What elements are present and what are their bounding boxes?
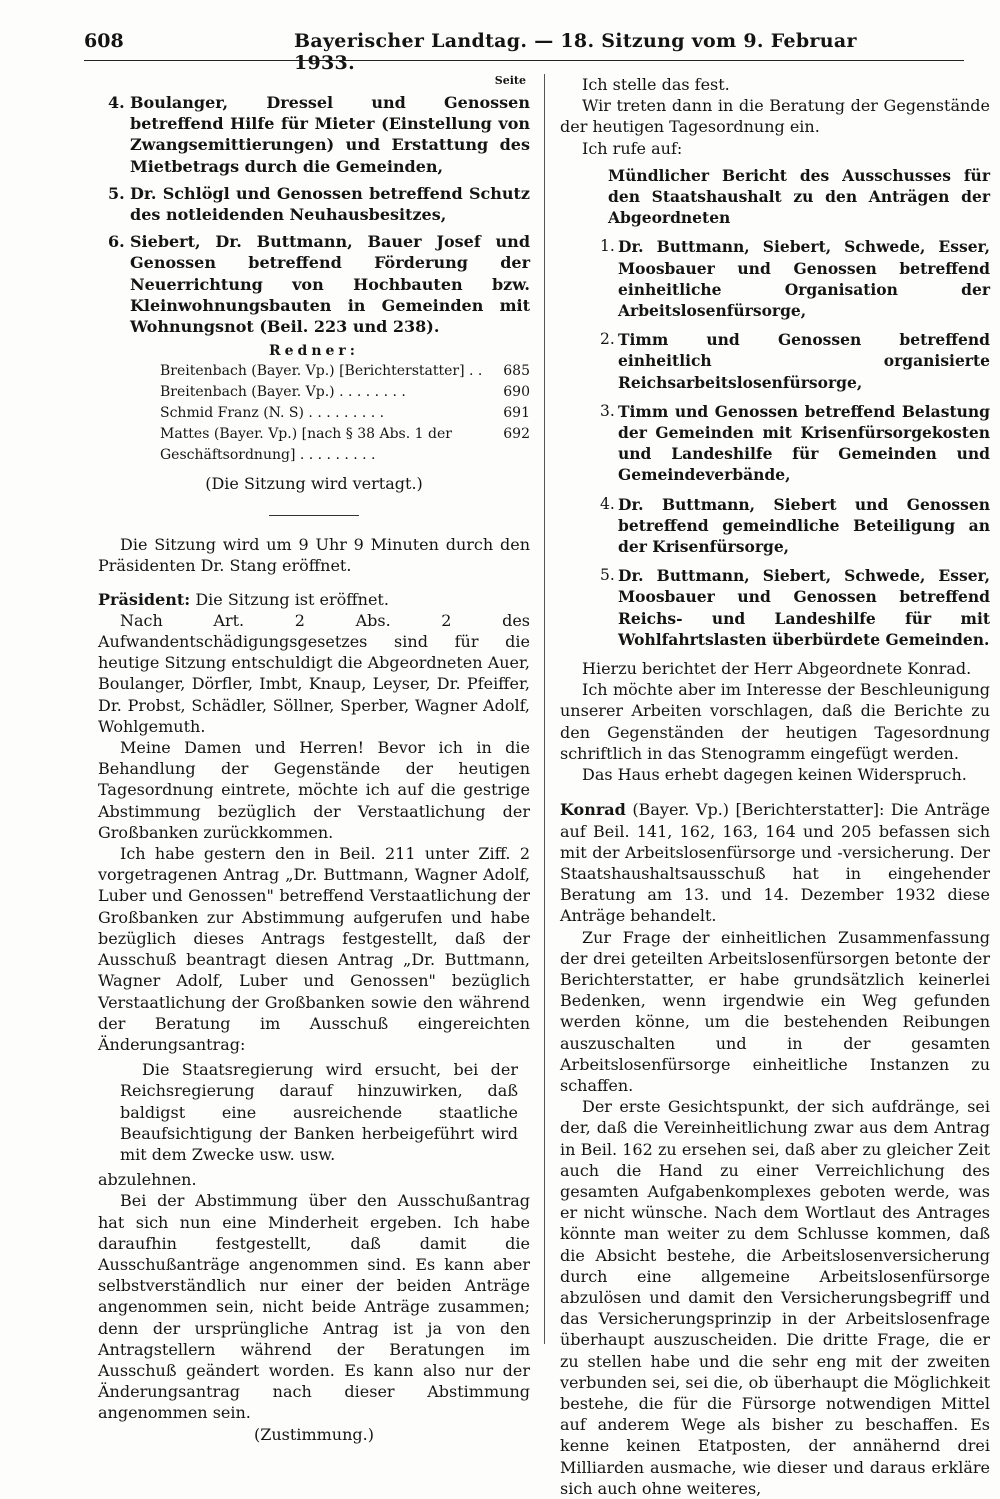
motion-item: 1. Dr. Buttmann, Siebert, Schwede, Esser, Moosbauer und Genossen betreffend einheitliche Organisation der Arbeitslosenfürsorge,: [600, 237, 990, 321]
motion-item: 4. Dr. Buttmann, Siebert und Genossen betreffend gemeindliche Beteiligung an der Krisenfürsorge,: [600, 494, 990, 557]
speaker-entry: Schmid Franz (N. S) . . . . . . . . . 691: [160, 405, 530, 422]
paragraph: Zur Frage der einheitlichen Zusammenfassung der drei geteilten Arbeitslosenfürsorgen betonte der Berichterstatter, er habe grundsätzlich keinerlei Bedenken, wenn irgendwie ein Weg gefunden werden könne, um die bestehenden Reibungen auszuschalten und in der gesamten Arbeitslosenfürsorge einheitliche Instanzen zu schaffen.: [560, 927, 990, 1095]
block-quote: Die Staatsregierung wird ersucht, bei der Reichsregierung darauf hinzuwirken, daß baldigst eine ausreichende staatliche Beaufsichtigung der Banken herbeigeführt wird mit dem Zwecke usw. usw.: [120, 1060, 518, 1164]
rapporteur-statement: Konrad (Bayer. Vp.) [Berichterstatter]: Die Anträge auf Beil. 141, 162, 163, 164 und 205 befassen sich mit der Arbeitslosenfürsorge und -versicherung. Der Staatshaushaltsausschuß hat in eingehender Beratung am 13. und 14. Dezember 1932 diese Anträge behandelt.: [560, 800, 990, 926]
header-rule: [84, 60, 964, 61]
seite-label: Seite: [494, 74, 526, 87]
motion-item: 2. Timm und Genossen betreffend einheitlich organisierte Reichsarbeitslosenfürsorge,: [600, 330, 990, 392]
running-head: Bayerischer Landtag. — 18. Sitzung vom 9. Februar 1933.: [294, 30, 857, 74]
paragraph: Nach Art. 2 Abs. 2 des Aufwandentschädigungsgesetzes sind für die heutige Sitzung entschuldigt die Abgeordneten Auer, Boulanger, Dörfler, Imbt, Knaup, Leyser, Dr. Pfeiffer, Dr. Probst, Schädler, Söllner, Sperber, Wagner Adolf, Wohlgemuth.: [98, 610, 530, 736]
speaker-entry: Breitenbach (Bayer. Vp.) [Berichterstatter] . . 685: [160, 363, 530, 380]
opening-paragraph: Die Sitzung wird um 9 Uhr 9 Minuten durch den Präsidenten Dr. Stang eröffnet.: [98, 535, 530, 576]
paragraph: Ich stelle das fest.: [582, 75, 730, 94]
redner-heading: Redner:: [269, 343, 359, 360]
speaker-label: Konrad: [560, 800, 626, 820]
paragraph: Ich habe gestern den in Beil. 211 unter Ziff. 2 vorgetragenen Antrag „Dr. Buttmann, Wagner Adolf, Luber und Genossen" betreffend Verstaatlichung der Großbanken zur Abstimmung aufgerufen und habe bezüglich dieses Antrags festgestellt, daß der Ausschuß beantragt diesen Antrag „Dr. Buttmann, Wagner Adolf, Luber und Genossen" bezüglich Verstaatlichung der Großbanken sowie den während der Beratung im Ausschuß eingereichten Änderungsantrag:: [98, 844, 530, 1054]
paragraph: abzulehnen.: [98, 1170, 197, 1190]
paragraph: Ich möchte aber im Interesse der Beschleunigung unserer Arbeiten vorschlagen, daß die Berichte zu den Gegenständen der heutigen Tagesordnung schriftlich in das Stenogramm eingefügt werden.: [560, 680, 990, 763]
section-rule: [269, 515, 359, 516]
column-divider: [544, 74, 545, 1344]
paragraph: Wir treten dann in die Beratung der Gegenstände der heutigen Tagesordnung ein.: [560, 96, 990, 137]
applause-note: (Zustimmung.): [254, 1424, 374, 1444]
speaker-entry: Breitenbach (Bayer. Vp.) . . . . . . . . 690: [160, 384, 530, 401]
agenda-item: 5. Dr. Schlögl und Genossen betreffend Schutz des notleidenden Neuhausbesitzes,: [108, 183, 530, 225]
left-column: [98, 74, 530, 1445]
speaker-label: Präsident:: [98, 589, 191, 609]
president-statement: Präsident: Die Sitzung ist eröffnet.: [98, 589, 389, 609]
paragraph: Meine Damen und Herren! Bevor ich in die Behandlung der Gegenstände der heutigen Tagesordnung eintrete, möchte ich auf die gestrige Abstimmung bezüglich der Verstaatlichung der Großbanken zurückkommen.: [98, 738, 530, 842]
agenda-item: 4. Boulanger, Dressel und Genossen betreffend Hilfe für Mieter (Einstellung von Zwangsemittierungen) und Erstattung des Mietbetrags durch die Gemeinden,: [108, 93, 530, 176]
session-adjourned-note: (Die Sitzung wird vertagt.): [205, 474, 423, 494]
page-number: 608: [84, 30, 124, 52]
agenda-item: 6. Siebert, Dr. Buttmann, Bauer Josef und Genossen betreffend Förderung der Neuerrichtung von Hochbauten bzw. Kleinwohnungsbauten in Gemeinden mit Wohnungsnot (Beil. 223 und 238).: [108, 232, 530, 337]
paragraph: Der erste Gesichtspunkt, der sich aufdränge, sei der, daß die Vereinheitlichung zwar aus dem Antrag in Beil. 162 zu ersehen sei, daß aber zu gleicher Zeit auch die Hand zu einer Verreichlichung des gesamten Aufgabenkomplexes geboten werde, was er nicht wünsche. Nach dem Wortlaut des Antrages könnte man weiter zu dem Schlusse kommen, daß die Absicht bestehe, die Arbeitslosenversicherung durch eine allgemeine Arbeitslosenfürsorge abzulösen und damit den Versicherungsbegriff und das Versicherungsprinzip in der Arbeitslosenfrage überhaupt auszuscheiden. Die dritte Frage, die er zu stellen habe und die sehr eng mit der zweiten verbunden sei, sei die, ob überhaupt die Möglichkeit bestehe, die für die Fürsorge notwendigen Mittel auf anderem Wege als bisher zu beschaffen. Es kenne keinen Etatposten, der annähernd drei Milliarden ausmache, wie dieser und daraus erkläre sich auch ohne weiteres,: [560, 1097, 990, 1498]
motion-item: 3. Timm und Genossen betreffend Belastung der Gemeinden mit Krisenfürsorgekosten und Landeshilfe für Gemeinden und Gemeindeverbände,: [600, 401, 990, 485]
paragraph: Bei der Abstimmung über den Ausschußantrag hat sich nun eine Minderheit ergeben. Ich habe daraufhin festgestellt, daß damit die Ausschußanträge angenommen sind. Es kann aber selbstverständlich nur einer der beiden Anträge angenommen sein, nicht beide Anträge zusammen; denn der ursprüngliche Antrag ist ja von den Antragstellern während der Beratungen im Ausschuß geändert worden. Es kann also nur der Änderungsantrag nach dieser Abstimmung angenommen sein.: [98, 1191, 530, 1423]
paragraph: Ich rufe auf:: [582, 138, 683, 158]
right-column: [560, 74, 990, 1499]
paragraph: Hierzu berichtet der Herr Abgeordnete Konrad.: [582, 659, 972, 679]
speaker-entry: Mattes (Bayer. Vp.) [nach § 38 Abs. 1 der Geschäftsordnung] . . . . . . . . . 692: [160, 426, 530, 464]
motion-item: 5. Dr. Buttmann, Siebert, Schwede, Esser, Moosbauer und Genossen betreffend Reichs- und Landeshilfe für mit Wohlfahrtslasten überbürdete Gemeinden.: [600, 566, 990, 649]
page-header: [84, 26, 914, 74]
paragraph: Das Haus erhebt dagegen keinen Widerspruch.: [582, 765, 967, 785]
report-heading: Mündlicher Bericht des Ausschusses für den Staatshaushalt zu den Anträgen der Abgeordneten: [608, 165, 990, 228]
